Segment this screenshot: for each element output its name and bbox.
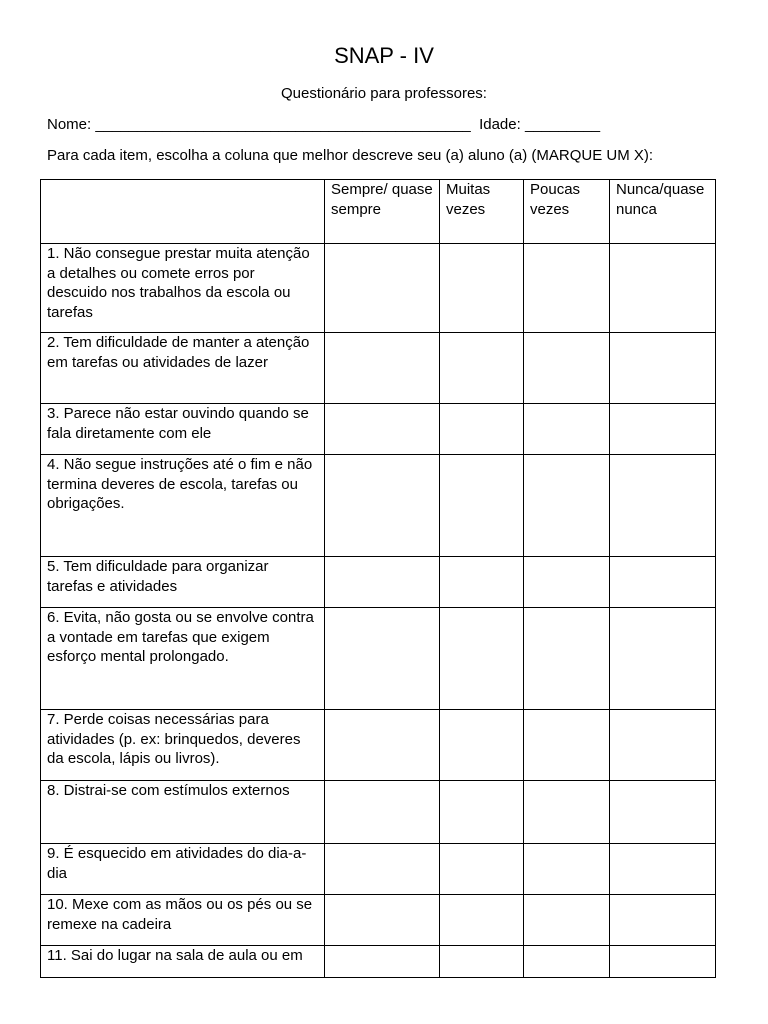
answer-cell-muitas-vezes[interactable] bbox=[440, 844, 524, 895]
answer-cell-nunca[interactable] bbox=[610, 557, 716, 608]
answer-cell-muitas-vezes[interactable] bbox=[440, 455, 524, 557]
answer-cell-sempre[interactable] bbox=[325, 244, 440, 333]
answer-cell-nunca[interactable] bbox=[610, 404, 716, 455]
answer-cell-sempre[interactable] bbox=[325, 404, 440, 455]
answer-cell-muitas-vezes[interactable] bbox=[440, 557, 524, 608]
answer-cell-sempre[interactable] bbox=[325, 333, 440, 404]
table-row bbox=[41, 455, 716, 557]
answer-cell-sempre[interactable] bbox=[325, 455, 440, 557]
item-text: 10. Mexe com as mãos ou os pés ou se remexe na cadeira bbox=[41, 895, 325, 946]
table-row bbox=[41, 844, 716, 895]
answer-cell-poucas-vezes[interactable] bbox=[524, 895, 610, 946]
table-row bbox=[41, 608, 716, 710]
answer-cell-sempre[interactable] bbox=[325, 946, 440, 978]
item-text: 2. Tem dificuldade de manter a atenção em tarefas ou atividades de lazer bbox=[41, 333, 325, 404]
answer-cell-nunca[interactable] bbox=[610, 244, 716, 333]
answer-cell-poucas-vezes[interactable] bbox=[524, 946, 610, 978]
item-text: 9. É esquecido em atividades do dia-a-dia bbox=[41, 844, 325, 895]
table-row bbox=[41, 333, 716, 404]
answer-cell-sempre[interactable] bbox=[325, 781, 440, 844]
answer-cell-nunca[interactable] bbox=[610, 844, 716, 895]
answer-cell-muitas-vezes[interactable] bbox=[440, 946, 524, 978]
item-text: 1. Não consegue prestar muita atenção a detalhes ou comete erros por descuido nos trabalhos da escola ou tarefas bbox=[41, 244, 325, 333]
answer-cell-muitas-vezes[interactable] bbox=[440, 404, 524, 455]
item-text: 11. Sai do lugar na sala de aula ou em bbox=[41, 946, 325, 978]
item-text: 7. Perde coisas necessárias para atividades (p. ex: brinquedos, deveres da escola, lápis ou livros). bbox=[41, 710, 325, 781]
table-row bbox=[41, 781, 716, 844]
answer-cell-poucas-vezes[interactable] bbox=[524, 608, 610, 710]
page-title: SNAP - IV bbox=[334, 43, 434, 68]
answer-cell-muitas-vezes[interactable] bbox=[440, 710, 524, 781]
answer-cell-nunca[interactable] bbox=[610, 895, 716, 946]
answer-cell-nunca[interactable] bbox=[610, 455, 716, 557]
snap-iv-table bbox=[40, 179, 716, 978]
answer-cell-poucas-vezes[interactable] bbox=[524, 844, 610, 895]
column-header-nunca: Nunca/quase nunca bbox=[610, 180, 716, 244]
table-row bbox=[41, 404, 716, 455]
answer-cell-poucas-vezes[interactable] bbox=[524, 404, 610, 455]
column-header-item bbox=[41, 180, 325, 244]
table-row bbox=[41, 946, 716, 978]
table-row bbox=[41, 710, 716, 781]
column-header-sempre: Sempre/ quase sempre bbox=[325, 180, 440, 244]
instructions-text: Para cada item, escolha a coluna que melhor descreve seu (a) aluno (a) (MARQUE UM X): bbox=[47, 147, 654, 164]
answer-cell-nunca[interactable] bbox=[610, 710, 716, 781]
answer-cell-poucas-vezes[interactable] bbox=[524, 557, 610, 608]
answer-cell-poucas-vezes[interactable] bbox=[524, 781, 610, 844]
item-text: 3. Parece não estar ouvindo quando se fala diretamente com ele bbox=[41, 404, 325, 455]
answer-cell-sempre[interactable] bbox=[325, 895, 440, 946]
answer-cell-poucas-vezes[interactable] bbox=[524, 710, 610, 781]
answer-cell-nunca[interactable] bbox=[610, 946, 716, 978]
name-age-line: Nome: _____________________________________________ Idade: _________ bbox=[47, 116, 601, 133]
answer-cell-muitas-vezes[interactable] bbox=[440, 608, 524, 710]
table-row bbox=[41, 557, 716, 608]
answer-cell-muitas-vezes[interactable] bbox=[440, 895, 524, 946]
table-row bbox=[41, 244, 716, 333]
answer-cell-muitas-vezes[interactable] bbox=[440, 333, 524, 404]
answer-cell-muitas-vezes[interactable] bbox=[440, 781, 524, 844]
answer-cell-nunca[interactable] bbox=[610, 781, 716, 844]
answer-cell-poucas-vezes[interactable] bbox=[524, 244, 610, 333]
answer-cell-poucas-vezes[interactable] bbox=[524, 455, 610, 557]
answer-cell-sempre[interactable] bbox=[325, 710, 440, 781]
page-subtitle: Questionário para professores: bbox=[281, 85, 487, 102]
answer-cell-nunca[interactable] bbox=[610, 333, 716, 404]
item-text: 8. Distrai-se com estímulos externos bbox=[41, 781, 325, 844]
table-row bbox=[41, 895, 716, 946]
header-row bbox=[41, 180, 716, 244]
item-text: 4. Não segue instruções até o fim e não termina deveres de escola, tarefas ou obrigações. bbox=[41, 455, 325, 557]
column-header-poucas-vezes: Poucas vezes bbox=[524, 180, 610, 244]
answer-cell-poucas-vezes[interactable] bbox=[524, 333, 610, 404]
answer-cell-sempre[interactable] bbox=[325, 844, 440, 895]
item-text: 6. Evita, não gosta ou se envolve contra a vontade em tarefas que exigem esforço mental prolongado. bbox=[41, 608, 325, 710]
item-text: 5. Tem dificuldade para organizar tarefas e atividades bbox=[41, 557, 325, 608]
column-header-muitas-vezes: Muitas vezes bbox=[440, 180, 524, 244]
answer-cell-sempre[interactable] bbox=[325, 557, 440, 608]
answer-cell-nunca[interactable] bbox=[610, 608, 716, 710]
answer-cell-sempre[interactable] bbox=[325, 608, 440, 710]
answer-cell-muitas-vezes[interactable] bbox=[440, 244, 524, 333]
